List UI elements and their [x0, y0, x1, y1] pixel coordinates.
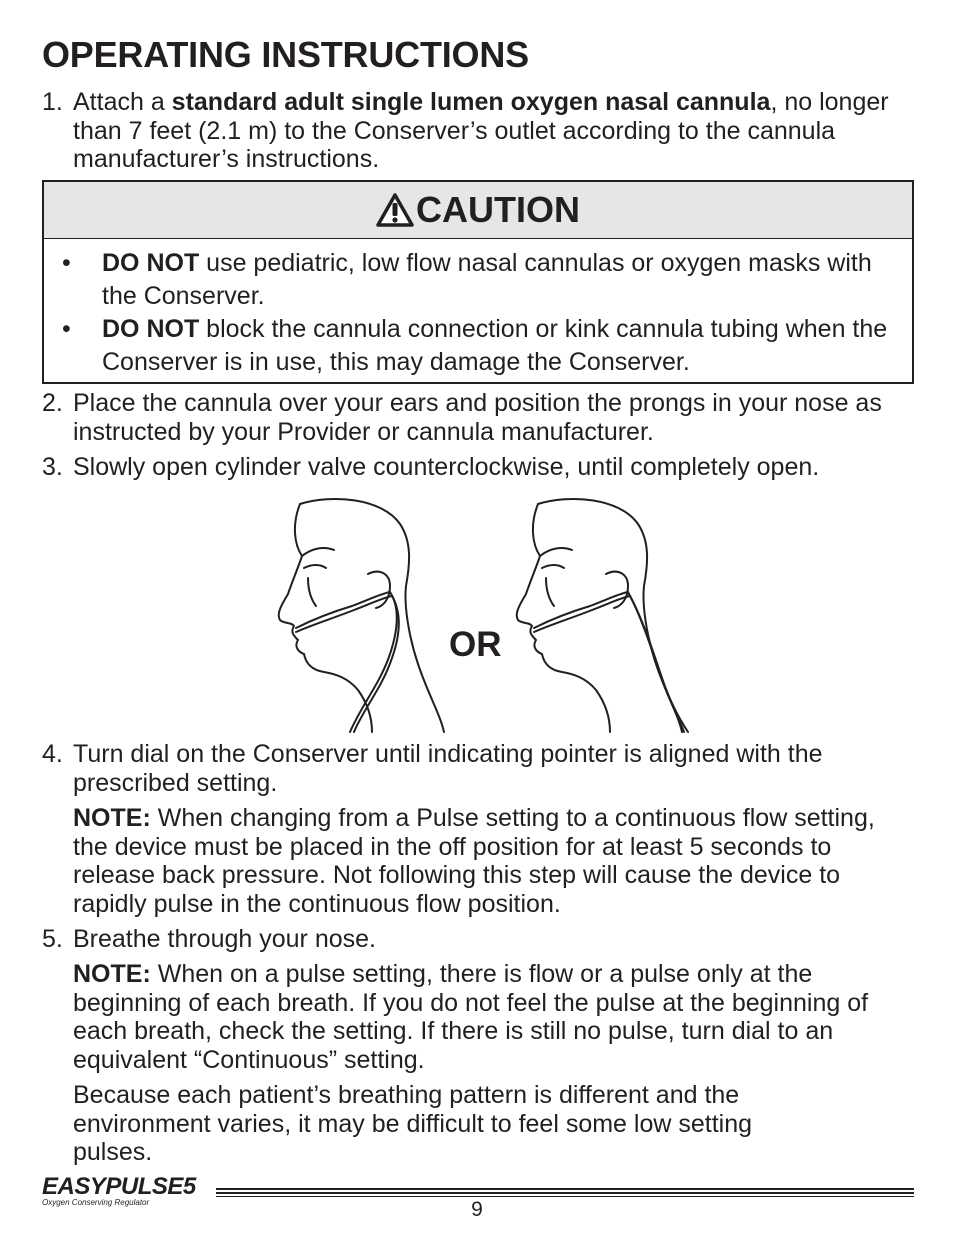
step-number: 1. — [42, 88, 63, 116]
note-4: NOTE: When changing from a Pulse setting to a continuous flow setting, the device must be placed in the off position for at least 5 seconds to release back pressure. Not following this step will cause the device to rapidly pulse in the continuous flow position. — [73, 804, 875, 918]
head-profile-left — [279, 499, 444, 732]
page-title: OPERATING INSTRUCTIONS — [42, 34, 529, 75]
caution-item: • DO NOT use pediatric, low flow nasal cannulas or oxygen masks with the Conserver. — [62, 249, 872, 310]
caution-item: • DO NOT block the cannula connection or kink cannula tubing when the Conserver is in use, this may damage the Conserver. — [62, 315, 888, 376]
head-profile-right — [517, 499, 688, 732]
or-label: OR — [449, 625, 502, 664]
step-5: 5. Breathe through your nose. — [42, 925, 376, 953]
footer-rule — [216, 1188, 914, 1190]
footer-rule — [216, 1196, 914, 1197]
note-5: NOTE: When on a pulse setting, there is flow or a pulse only at the beginning of each breath. If you do not feel the pulse at the beginning of each breath, check the setting. If there is still no pulse, turn dial to an equivalent “Continuous” setting. — [73, 960, 869, 1074]
step-2: 2. Place the cannula over your ears and position the prongs in your nose as instructed by your Provider or cannula manufacturer. — [42, 389, 882, 446]
cannula-illustration — [272, 494, 702, 734]
page-number: 9 — [471, 1198, 483, 1221]
step-1 — [42, 88, 914, 174]
footer-rule — [216, 1192, 914, 1194]
step-4: 4. Turn dial on the Conserver until indicating pointer is aligned with the prescribed setting. — [42, 740, 823, 797]
caution-list — [44, 239, 912, 379]
brand-logo: EASYPULSE5 Oxygen Conserving Regulator — [42, 1173, 196, 1207]
caution-heading: CAUTION — [44, 182, 912, 239]
caution-box — [42, 180, 914, 384]
step-1-text: Attach a standard adult single lumen oxygen nasal cannula, no longer than 7 feet (2.1 m) to the Conserver’s outlet according to the cannula manufacturer’s instructions. — [73, 88, 889, 173]
warning-triangle-icon — [376, 193, 414, 227]
step-3: 3. Slowly open cylinder valve counterclockwise, until completely open. — [42, 453, 820, 481]
breathing-paragraph: Because each patient’s breathing pattern is different and the environment varies, it may be difficult to feel some low setting pulses. — [73, 1081, 753, 1166]
